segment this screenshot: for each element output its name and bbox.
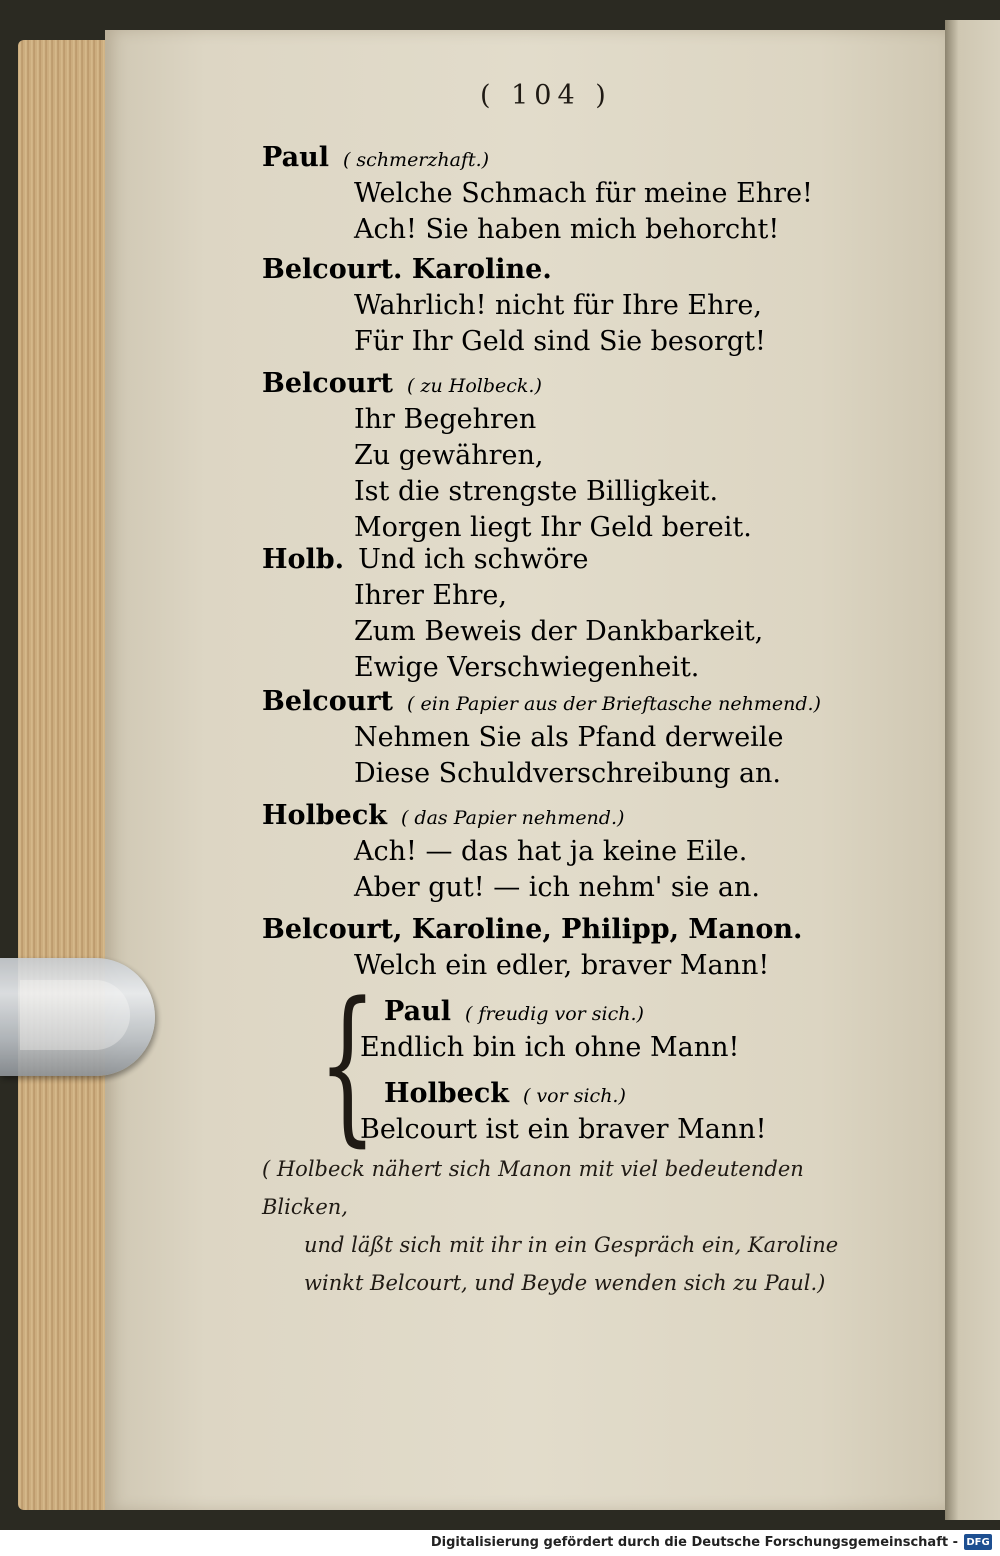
verse-line: Belcourt ist ein braver Mann! (360, 1114, 767, 1145)
verse-line: Aber gut! — ich nehm' sie an. (354, 872, 761, 903)
dialogue-block-belcourt-karoline (262, 254, 766, 362)
stage-direction-line: und läßt sich mit ihr in ein Gespräch ein, Karoline (304, 1233, 839, 1257)
closing-stage-direction (262, 1150, 872, 1302)
stage-direction: ( schmerzhaft.) (342, 149, 490, 171)
verse-line: Ach! — das hat ja keine Eile. (354, 836, 748, 867)
verse-line: Endlich bin ich ohne Mann! (360, 1032, 740, 1063)
verse-line: Welche Schmach für meine Ehre! (354, 178, 813, 209)
facing-page-edge (945, 20, 1000, 1520)
stage-direction: ( freudig vor sich.) (464, 1003, 644, 1025)
verse-line: Und ich schwöre (358, 544, 589, 575)
curly-brace-icon: { (318, 966, 377, 1162)
verse-line: Zu gewähren, (354, 440, 544, 471)
verse-line: Ist die strengste Billigkeit. (354, 476, 719, 507)
verse-line: Für Ihr Geld sind Sie besorgt! (354, 326, 766, 357)
dialogue-block-belcourt (262, 368, 752, 548)
verse-line: Zum Beweis der Dankbarkeit, (354, 616, 764, 647)
dialogue-block-holbeck (262, 800, 760, 908)
bracket-group (360, 996, 767, 1150)
verse-line: Wahrlich! nicht für Ihre Ehre, (354, 290, 762, 321)
stage-direction: ( zu Holbeck.) (407, 375, 542, 397)
dialogue-block-holb (262, 544, 763, 688)
page-number: ( 104 ) (480, 80, 612, 111)
stage-direction: ( ein Papier aus der Brieftasche nehmend.) (407, 693, 821, 715)
dfg-logo-icon: DFG (964, 1534, 992, 1550)
stage-direction-line: ( Holbeck nähert sich Manon mit viel bedeutenden Blicken, (262, 1157, 804, 1219)
verse-line: Welch ein edler, braver Mann! (354, 950, 770, 981)
speaker-name: Belcourt (262, 686, 394, 717)
speaker-name: Belcourt, Karoline, Philipp, Manon. (262, 914, 803, 945)
funding-notice: Digitalisierung gefördert durch die Deutsche Forschungsgemeinschaft - (430, 1535, 958, 1550)
speaker-name: Holbeck (262, 800, 387, 831)
verse-line: Nehmen Sie als Pfand derweile (354, 722, 784, 753)
verse-line: Diese Schuldverschreibung an. (354, 758, 782, 789)
speaker-name: Belcourt (262, 368, 394, 399)
stage-direction: ( vor sich.) (522, 1085, 626, 1107)
speaker-name: Holbeck (384, 1078, 509, 1109)
speaker-name: Belcourt. Karoline. (262, 254, 552, 285)
dialogue-block-belcourt-papier (262, 686, 821, 794)
speaker-name: Holb. (262, 544, 345, 575)
stage-direction: ( das Papier nehmend.) (400, 807, 625, 829)
book-page-edges (18, 40, 118, 1510)
speaker-name: Paul (262, 142, 329, 173)
verse-line: Ihrer Ehre, (354, 580, 507, 611)
stage-direction-line: winkt Belcourt, und Beyde wenden sich zu Paul.) (304, 1271, 826, 1295)
verse-line: Morgen liegt Ihr Geld bereit. (354, 512, 752, 543)
speaker-name: Paul (384, 996, 451, 1027)
verse-line: Ihr Begehren (354, 404, 537, 435)
footer-bar (0, 1530, 1000, 1556)
page-clip (0, 958, 155, 1076)
dialogue-block-paul (262, 142, 813, 250)
verse-line: Ewige Verschwiegenheit. (354, 652, 700, 683)
verse-line: Ach! Sie haben mich behorcht! (354, 214, 780, 245)
